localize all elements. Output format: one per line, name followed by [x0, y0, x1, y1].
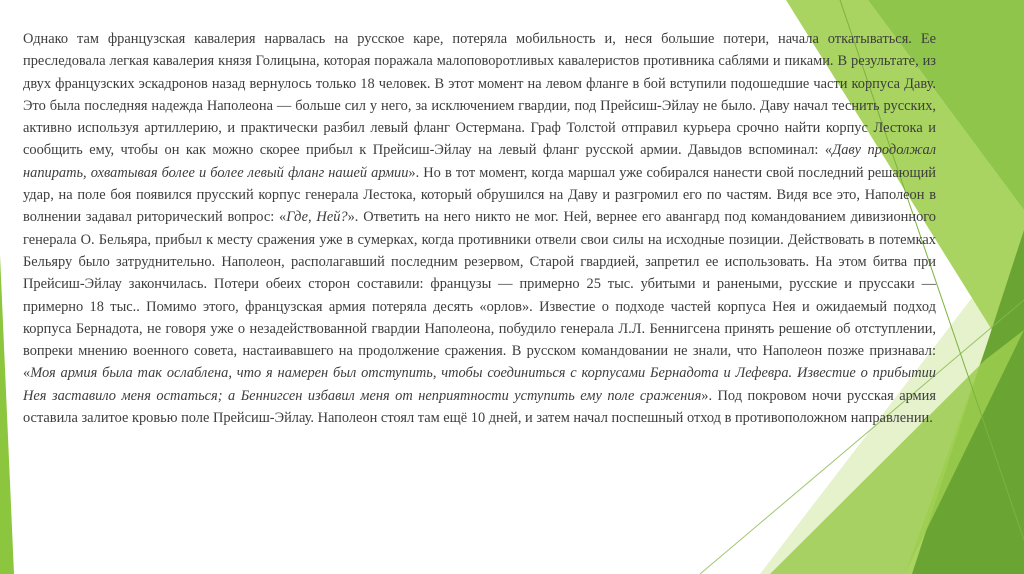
main-text — [23, 28, 936, 429]
text-segment: ». Под покровом ночи русская армия оставила залитое кровью поле Прейсиш-Эйлау. Наполеон стоял там ещё 10 дней, и затем начал поспешный отход в противоположном направлении. — [23, 387, 936, 427]
text-segment: ». Но в тот момент, когда маршал уже собирался нанести свой последний решающий удар, на поле боя появился прусский корпус генерала Лестока, который обрушился на Даву и разгромил его по частям. Видя все это, Наполеон в волнении задавал риторический вопрос: « — [23, 164, 936, 226]
paragraph — [23, 28, 936, 429]
quote-davydov: Даву продолжал напирать, охватывая более и более левый фланг нашей армии — [23, 142, 936, 181]
text-segment: Однако там французская кавалерия нарвалась на русское каре, потеряла мобильность и, неся большие потери, начала откатываться. Ее преследовала легкая кавалерия князя Голицына, которая поражала малоповоротливых кавалеристов противника саблями и пиками. В результате, из двух французских эскадронов назад вернулось только 18 человек. В этот момент на левом фланге в бой вступили подошедшие части корпуса Даву. Это была последняя надежда Наполеона — больше сил у него, за исключением гвардии, под Прейсиш-Эйлау не было. Даву начал теснить русских, активно используя артиллерию, и практически разбил левый фланг Остермана. Граф Толстой отправил курьера срочно найти корпус Лестока и сообщить ему, чтобы он как можно скорее прибыл к Прейсиш-Эйлау на левый фланг русской армии. Давыдов вспоминал: « — [23, 31, 936, 159]
left-green-sliver — [0, 255, 14, 574]
text-segment: ». Ответить на него никто не мог. Ней, вернее его авангард под командованием дивизионного генерала О. Бельяра, прибыл к месту сражения уже в сумерках, когда противники отвели свои силы на исходные позиции. Действовать в потемках Бельяру было затруднительно. Наполеон, располагавший последним резервом, Старой гвардией, запретил ее использовать. На этом битва при Прейсиш-Эйлау закончилась. Потери обеих сторон составили: французы — примерно 25 тыс. убитыми и ранеными, русские и пруссаки — примерно 18 тыс.. Помимо этого, французская армия потеряла десять «орлов». Известие о подходе частей корпуса Нея и ожидаемый подход корпуса Бернадота, не говоря уже о незадействованной гвардии Наполеона, побудило генерала Л.Л. Беннигсена принять решение об отступлении, вопреки мнению военного совета, настаивавшего на продолжение сражения. В русском командовании не знали, что Наполеон позже признавал: « — [23, 209, 937, 382]
quote-napoleon-admission: Моя армия была так ослаблена, что я намерен был отступить, чтобы соединиться с корпусами Бернадота и Лефевра. Известие о прибытии Нея заставило меня остаться; а Беннигсен избавил меня от неприятности уступить ему поле сражения — [23, 365, 936, 404]
quote-napoleon-question: Где, Ней? — [286, 209, 348, 226]
